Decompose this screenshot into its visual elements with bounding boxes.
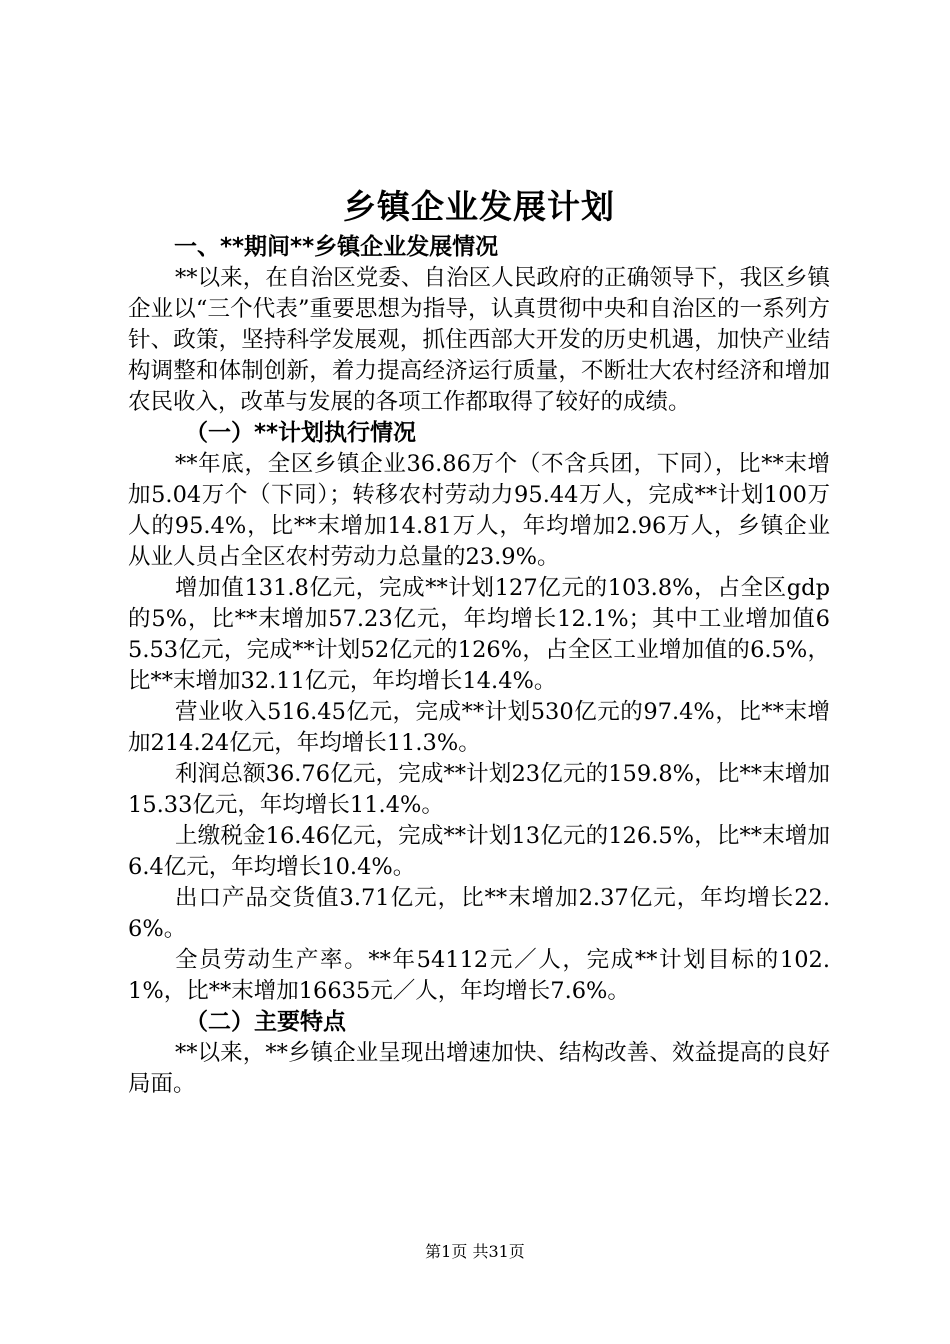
paragraph: **以来，**乡镇企业呈现出增速加快、结构改善、效益提高的良好局面。 (128, 1040, 830, 1097)
paragraph: 全员劳动生产率。**年54112元／人，完成**计划目标的102.1%，比**末增加16635元／人，年均增长7.6%。 (128, 947, 830, 1004)
paragraph: 利润总额36.76亿元，完成**计划23亿元的159.8%，比**末增加15.33亿元，年均增长11.4%。 (128, 761, 830, 818)
page-number-footer: 第1页 共31页 (425, 1242, 525, 1261)
section-heading-1-1: （一）**计划执行情况 (185, 420, 417, 446)
section-heading-1: 一、**期间**乡镇企业发展情况 (174, 234, 499, 260)
paragraph: 出口产品交货值3.71亿元，比**末增加2.37亿元，年均增长22.6%。 (128, 885, 830, 942)
paragraph: **年底，全区乡镇企业36.86万个（不含兵团，下同），比**末增加5.04万个（下同）；转移农村劳动力95.44万人，完成**计划100万人的95.4%，比**末增加14.81万人，年均增加2.96万人，乡镇企业从业人员占全区农村劳动力总量的23.9%。 (128, 451, 830, 570)
document-title: 乡镇企业发展计划 (343, 187, 615, 226)
paragraph: 营业收入516.45亿元，完成**计划530亿元的97.4%，比**末增加214.24亿元，年均增长11.3%。 (128, 699, 830, 756)
paragraph: **以来，在自治区党委、自治区人民政府的正确领导下，我区乡镇企业以“三个代表”重要思想为指导，认真贯彻中央和自治区的一系列方针、政策，坚持科学发展观，抓住西部大开发的历史机遇，加快产业结构调整和体制创新，着力提高经济运行质量，不断壮大农村经济和增加农民收入，改革与发展的各项工作都取得了较好的成绩。 (128, 265, 830, 415)
paragraph: 增加值131.8亿元，完成**计划127亿元的103.8%，占全区gdp的5%，比**末增加57.23亿元，年均增长12.1%；其中工业增加值65.53亿元，完成**计划52亿元的126%，占全区工业增加值的6.5%，比**末增加32.11亿元，年均增长14.4%。 (128, 575, 830, 694)
section-heading-1-2: （二）主要特点 (185, 1009, 346, 1035)
document-body (128, 182, 830, 1100)
paragraph: 上缴税金16.46亿元，完成**计划13亿元的126.5%，比**末增加6.4亿元，年均增长10.4%。 (128, 823, 830, 880)
